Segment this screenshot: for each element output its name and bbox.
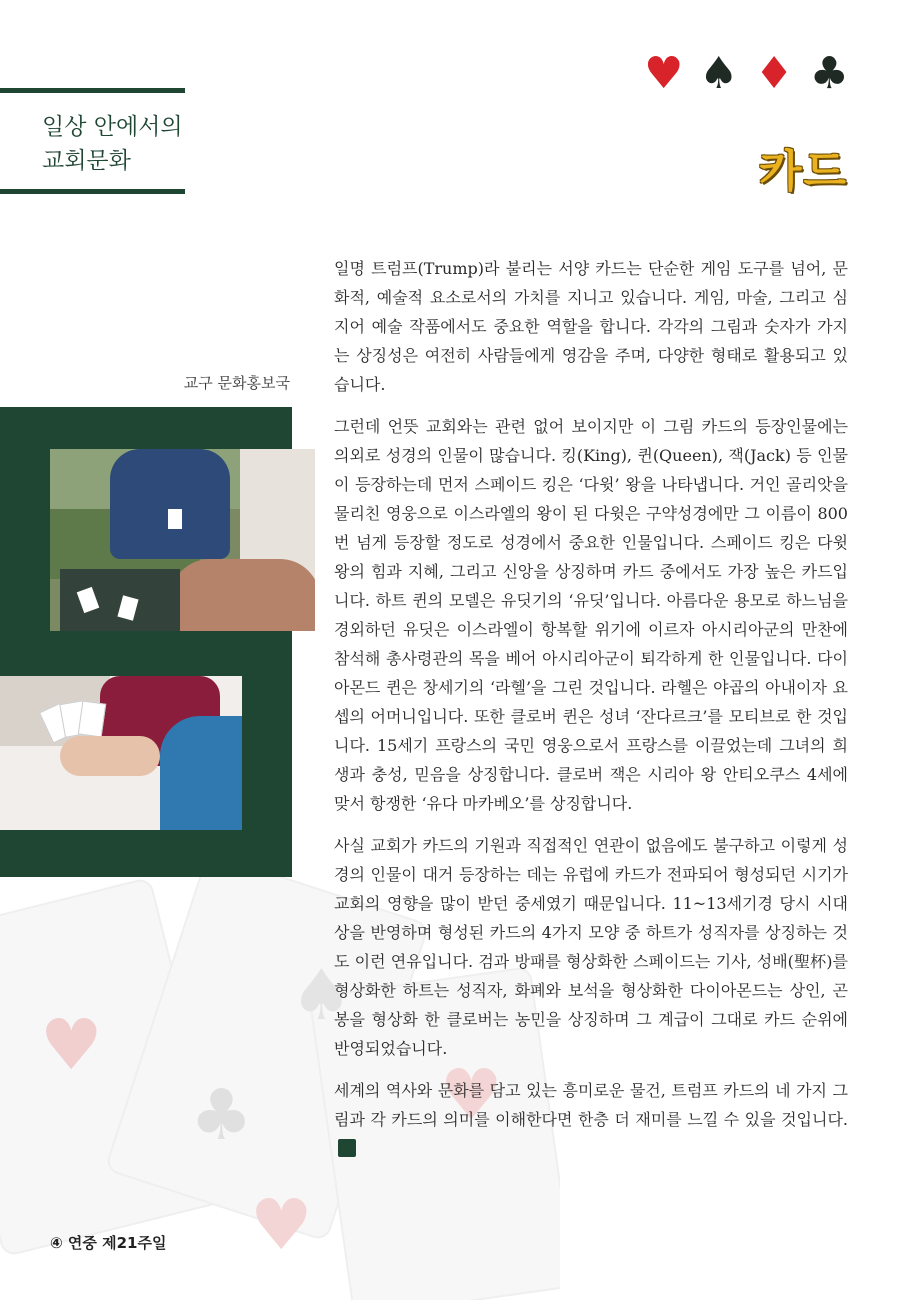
club-icon: ♣	[809, 48, 849, 99]
section-title-line2: 교회문화	[42, 148, 131, 174]
photo-legs	[170, 559, 315, 631]
club-icon: ♣	[190, 1074, 253, 1156]
article-paragraph-4	[334, 1076, 848, 1163]
header-rule-top	[0, 88, 185, 93]
header-rule-bottom	[0, 189, 185, 194]
photo-table	[60, 569, 180, 631]
article-paragraph-4-text: 세계의 역사와 문화를 담고 있는 흥미로운 물건, 트럼프 카드의 네 가지 그림과 각 카드의 의미를 이해한다면 한층 더 재미를 느낄 수 있을 것입니다.	[334, 1081, 848, 1129]
spade-icon: ♠	[699, 48, 739, 99]
heart-icon: ♥	[40, 1004, 103, 1086]
heart-icon: ♥	[250, 1184, 313, 1266]
spade-icon: ♠	[290, 954, 353, 1036]
article-paragraph-2: 그런데 언뜻 교회와는 관련 없어 보이지만 이 그림 카드의 등장인물에는 의외로 성경의 인물이 많습니다. 킹(King), 퀸(Queen), 잭(Jack) 등 인물이 등장하는데 먼저 스페이드 킹은 ‘다윗’ 왕을 나타냅니다. 거인 골리앗을 물리친 영웅으로 이스라엘의 왕이 된 다윗은 구약성경에만 그 이름이 800번 넘게 등장할 정도로 성경에서 중요한 인물입니다. 스페이드 킹은 다윗 왕의 힘과 지혜, 그리고 신앙을 상징하며 카드 중에서도 가장 높은 카드입니다. 하트 퀸의 모델은 유딧기의 ‘유딧’입니다. 아름다운 용모로 하느님을 경외하던 유딧은 이스라엘이 항복할 위기에 이르자 아시리아군의 만찬에 참석해 총사령관의 목을 베어 아시리아군이 퇴각하게 한 인물입니다. 다이아몬드 퀸은 창세기의 ‘라헬’을 그린 것입니다. 라헬은 야곱의 아내이자 요셉의 어머니입니다. 또한 클로버 퀸은 성녀 ‘잔다르크’를 모티브로 한 것입니다. 15세기 프랑스의 국민 영웅으로서 프랑스를 이끌었는데 그녀의 희생과 충성, 믿음을 상징합니다. 클로버 잭은 시리아 왕 안티오쿠스 4세에 맞서 항쟁한 ‘유다 마카베오’를 상징합니다.	[334, 417, 848, 813]
page-footer: ④ 연중 제21주일	[50, 1234, 167, 1252]
diamond-icon: ♦	[754, 48, 794, 99]
card-game-photo-2	[0, 676, 242, 830]
photo-person-blue	[160, 716, 242, 830]
heart-icon: ♥	[440, 1054, 503, 1136]
end-mark-icon	[338, 1139, 356, 1157]
photo-person-shirt	[110, 449, 230, 559]
photo-hands	[60, 736, 160, 776]
section-title-line1: 일상 안에서의	[42, 114, 183, 140]
page-title: 카드	[758, 146, 848, 197]
suit-icons	[644, 48, 849, 99]
article-body	[334, 254, 848, 1176]
section-title	[42, 110, 202, 178]
heart-icon: ♥	[644, 48, 684, 99]
article-paragraph-1: 일명 트럼프(Trump)라 불리는 서양 카드는 단순한 게임 도구를 넘어, 문화적, 예술적 요소로서의 가치를 지니고 있습니다. 게임, 마술, 그리고 심지어 예술 작품에서도 중요한 역할을 합니다. 각각의 그림과 숫자가 가지는 상징성은 여전히 사람들에게 영감을 주며, 다양한 형태로 활용되고 있습니다.	[334, 259, 848, 394]
author-credit: 교구 문화홍보국	[183, 374, 290, 392]
article-paragraph-3: 사실 교회가 카드의 기원과 직접적인 연관이 없음에도 불구하고 이렇게 성경의 인물이 대거 등장하는 데는 유럽에 카드가 전파되어 형성되던 시기가 교회의 영향을 많이 받던 중세였기 때문입니다. 11~13세기경 당시 시대상을 반영하며 형성된 카드의 4가지 모양 중 하트가 성직자를 상징하는 것도 이런 연유입니다. 검과 방패를 형상화한 스페이드는 기사, 성배(聖杯)를 형상화한 하트는 성직자, 화폐와 보석을 형상화한 다이아몬드는 상인, 곤봉을 형상화 한 클로버는 농민을 상징하며 그 계급이 그대로 카드 순위에 반영되었습니다.	[334, 836, 848, 1058]
photo-playing-card	[78, 700, 106, 737]
card-game-photo-1	[50, 449, 315, 631]
photo-playing-card	[168, 509, 182, 529]
